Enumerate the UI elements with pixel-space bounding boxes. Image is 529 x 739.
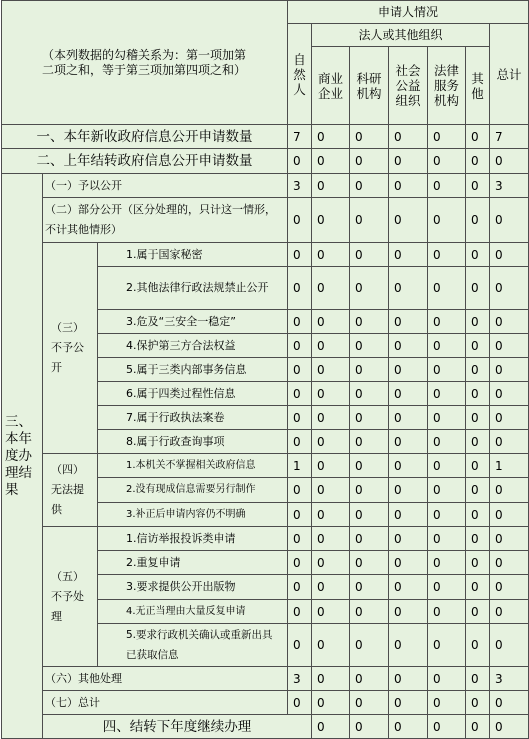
table-cell: 0: [490, 478, 529, 503]
table-cell: 0: [466, 382, 490, 406]
col-research: 科研机构: [350, 47, 389, 125]
table-cell: 0: [389, 198, 428, 243]
applicant-situation-header: 申请人情况: [288, 1, 529, 24]
row-label: 二、上年结转政府信息公开申请数量: [2, 149, 288, 174]
table-row: [2, 174, 529, 198]
row-label: （六）其他处理: [43, 667, 288, 691]
table-cell: 0: [428, 149, 466, 174]
table-cell: 3: [288, 667, 312, 691]
table-cell: 0: [466, 243, 490, 267]
table-row: [2, 454, 529, 478]
table-cell: 0: [312, 691, 350, 715]
table-cell: 0: [288, 430, 312, 454]
table-cell: 0: [428, 406, 466, 430]
table-cell: 0: [428, 624, 466, 667]
table-cell: 0: [350, 382, 389, 406]
table-cell: 0: [312, 551, 350, 575]
table-cell: 0: [466, 600, 490, 624]
table-cell: 0: [490, 527, 529, 551]
table-row: [2, 243, 529, 267]
table-cell: 0: [428, 334, 466, 358]
table-cell: 0: [466, 334, 490, 358]
table-cell: 0: [350, 503, 389, 527]
table-cell: 0: [466, 430, 490, 454]
row-label: 8.属于行政查询事项: [98, 430, 288, 454]
table-cell: 0: [350, 667, 389, 691]
table-row: [2, 715, 529, 739]
table-cell: 0: [312, 174, 350, 198]
table-cell: 0: [389, 243, 428, 267]
table-cell: 3: [288, 174, 312, 198]
row-label: 4.保护第三方合法权益: [98, 334, 288, 358]
table-cell: 0: [389, 149, 428, 174]
table-cell: 0: [312, 243, 350, 267]
table-cell: 0: [288, 551, 312, 575]
row-label: 2.其他法律行政法规禁止公开: [98, 267, 288, 310]
table-cell: 0: [350, 430, 389, 454]
table-cell: 0: [428, 691, 466, 715]
row-label: 2.重复申请: [98, 551, 288, 575]
table-cell: 0: [312, 575, 350, 600]
table-cell: 0: [312, 198, 350, 243]
table-cell: 0: [312, 667, 350, 691]
table-cell: 0: [312, 600, 350, 624]
row-label: 3.补正后申请内容仍不明确: [98, 503, 288, 527]
table-cell: 0: [490, 575, 529, 600]
table-cell: 0: [428, 382, 466, 406]
table-row: [2, 125, 529, 149]
table-cell: 0: [312, 358, 350, 382]
table-cell: 0: [350, 358, 389, 382]
table-cell: 0: [490, 198, 529, 243]
table-cell: 0: [466, 503, 490, 527]
table-cell: 0: [466, 715, 490, 739]
table-cell: 3: [490, 667, 529, 691]
table-cell: 0: [428, 575, 466, 600]
table-cell: 0: [288, 575, 312, 600]
row-label: 5.属于三类内部事务信息: [98, 358, 288, 382]
table-cell: 0: [466, 691, 490, 715]
table-cell: 0: [389, 454, 428, 478]
table-cell: 0: [389, 310, 428, 334]
table-cell: 0: [490, 691, 529, 715]
table-cell: 0: [466, 454, 490, 478]
table-cell: 0: [466, 575, 490, 600]
table-cell: 0: [350, 624, 389, 667]
table-cell: 0: [312, 125, 350, 149]
section-3-label: 三、本年度办理结果: [2, 174, 43, 739]
table-cell: 0: [350, 125, 389, 149]
table-cell: 0: [312, 334, 350, 358]
table-cell: 0: [288, 198, 312, 243]
table-cell: 0: [428, 527, 466, 551]
col-total: 总计: [490, 24, 529, 125]
table-cell: 0: [466, 358, 490, 382]
table-cell: 0: [389, 691, 428, 715]
row-label: 3.要求提供公开出版物: [98, 575, 288, 600]
table-cell: 0: [389, 667, 428, 691]
table-cell: 0: [466, 478, 490, 503]
table-cell: 0: [428, 198, 466, 243]
table-cell: 0: [389, 406, 428, 430]
table-cell: 0: [288, 503, 312, 527]
table-cell: 0: [490, 334, 529, 358]
group-5-label: （五）不予处理: [43, 527, 98, 667]
table-cell: 0: [428, 715, 466, 739]
table-cell: 0: [312, 267, 350, 310]
table-row: [2, 667, 529, 691]
table-cell: 0: [466, 125, 490, 149]
table-cell: 0: [428, 600, 466, 624]
table-cell: 0: [312, 503, 350, 527]
row-label: 6.属于四类过程性信息: [98, 382, 288, 406]
table-cell: 0: [389, 551, 428, 575]
table-cell: 0: [350, 174, 389, 198]
table-cell: 0: [350, 310, 389, 334]
table-cell: 0: [490, 551, 529, 575]
table-cell: 0: [389, 575, 428, 600]
row-label: 一、本年新收政府信息公开申请数量: [2, 125, 288, 149]
table-cell: 0: [428, 125, 466, 149]
table-cell: 0: [428, 454, 466, 478]
table-cell: 0: [389, 267, 428, 310]
row-label: 1.本机关不掌握相关政府信息: [98, 454, 288, 478]
table-cell: 1: [490, 454, 529, 478]
table-row: [2, 198, 529, 243]
table-cell: 0: [350, 406, 389, 430]
table-cell: 0: [389, 334, 428, 358]
table-cell: 0: [312, 454, 350, 478]
table-cell: 0: [389, 174, 428, 198]
table-cell: 0: [350, 478, 389, 503]
row-label: （二）部分公开（区分处理的，只计这一情形，不计其他情形）: [43, 198, 288, 243]
table-cell: 0: [312, 527, 350, 551]
table-cell: 0: [490, 267, 529, 310]
table-cell: 0: [389, 125, 428, 149]
table-cell: 0: [389, 600, 428, 624]
table-cell: 0: [389, 478, 428, 503]
row-label: 四、结转下年度继续办理: [43, 715, 312, 739]
table-cell: 0: [490, 310, 529, 334]
table-row: [2, 527, 529, 551]
table-cell: 0: [428, 478, 466, 503]
table-cell: 0: [288, 478, 312, 503]
legal-or-other-header: 法人或其他组织: [312, 24, 490, 47]
col-other: 其他: [466, 47, 490, 125]
table-cell: 0: [288, 382, 312, 406]
table-cell: 0: [428, 430, 466, 454]
table-cell: 0: [288, 600, 312, 624]
table-cell: 0: [490, 715, 529, 739]
table-cell: 0: [350, 600, 389, 624]
table-cell: 0: [288, 527, 312, 551]
table-cell: 0: [312, 406, 350, 430]
table-cell: 0: [288, 334, 312, 358]
col-public-welfare: 社会公益组织: [389, 47, 428, 125]
table-cell: 0: [350, 454, 389, 478]
table-cell: 0: [490, 382, 529, 406]
table-cell: 0: [312, 478, 350, 503]
table-cell: 0: [350, 551, 389, 575]
table-cell: 0: [389, 715, 428, 739]
table-cell: 0: [312, 382, 350, 406]
table-cell: 0: [466, 267, 490, 310]
col-legal-service: 法律服务机构: [428, 47, 466, 125]
table-cell: 7: [490, 125, 529, 149]
table-cell: 0: [466, 198, 490, 243]
table-cell: 0: [490, 503, 529, 527]
table-cell: 0: [288, 267, 312, 310]
table-cell: 0: [389, 624, 428, 667]
table-cell: 0: [490, 430, 529, 454]
table-cell: 0: [350, 243, 389, 267]
table-cell: 0: [466, 667, 490, 691]
table-cell: 0: [490, 358, 529, 382]
row-label: 7.属于行政执法案卷: [98, 406, 288, 430]
table-cell: 0: [389, 430, 428, 454]
table-note: （本列数据的勾稽关系为：第一项加第二项之和，等于第三项加第四项之和）: [2, 1, 288, 125]
table-cell: 0: [428, 174, 466, 198]
table-cell: 0: [350, 715, 389, 739]
table-cell: 0: [389, 358, 428, 382]
table-cell: 0: [466, 551, 490, 575]
table-cell: 0: [312, 430, 350, 454]
table-cell: 0: [428, 310, 466, 334]
table-cell: 0: [428, 551, 466, 575]
table-cell: 0: [428, 503, 466, 527]
table-cell: 0: [466, 527, 490, 551]
table-cell: 0: [288, 149, 312, 174]
table-cell: 0: [288, 310, 312, 334]
table-cell: 1: [288, 454, 312, 478]
table-cell: 0: [389, 527, 428, 551]
row-label: 5.要求行政机关确认或重新出具已获取信息: [98, 624, 288, 667]
table-cell: 0: [288, 691, 312, 715]
table-cell: 0: [466, 149, 490, 174]
table-cell: 7: [288, 125, 312, 149]
table-cell: 3: [490, 174, 529, 198]
table-cell: 0: [350, 575, 389, 600]
row-label: 1.属于国家秘密: [98, 243, 288, 267]
group-4-label: （四）无法提供: [43, 454, 98, 527]
row-label: （一）予以公开: [43, 174, 288, 198]
table-cell: 0: [350, 267, 389, 310]
table-cell: 0: [490, 600, 529, 624]
table-cell: 0: [490, 406, 529, 430]
table-cell: 0: [466, 310, 490, 334]
table-cell: 0: [350, 334, 389, 358]
table-cell: 0: [490, 243, 529, 267]
table-row: [2, 691, 529, 715]
table-cell: 0: [350, 198, 389, 243]
row-label: 4.无正当理由大量反复申请: [98, 600, 288, 624]
table-cell: 0: [466, 174, 490, 198]
table-row: [2, 149, 529, 174]
table-cell: 0: [350, 527, 389, 551]
table-cell: 0: [288, 406, 312, 430]
col-natural-person: 自然人: [288, 24, 312, 125]
row-label: 3.危及“三安全一稳定”: [98, 310, 288, 334]
col-business: 商业企业: [312, 47, 350, 125]
table-cell: 0: [288, 243, 312, 267]
table-cell: 0: [428, 667, 466, 691]
table-cell: 0: [312, 149, 350, 174]
row-label: 2.没有现成信息需要另行制作: [98, 478, 288, 503]
table-cell: 0: [350, 149, 389, 174]
table-cell: 0: [389, 503, 428, 527]
table-cell: 0: [490, 149, 529, 174]
group-3-label: （三）不予公开: [43, 243, 98, 454]
table-cell: 0: [288, 624, 312, 667]
row-label: 1.信访举报投诉类申请: [98, 527, 288, 551]
table-cell: 0: [428, 243, 466, 267]
table-cell: 0: [312, 715, 350, 739]
table-cell: 0: [490, 624, 529, 667]
table-cell: 0: [288, 358, 312, 382]
table-cell: 0: [428, 358, 466, 382]
table-cell: 0: [466, 624, 490, 667]
row-label: （七）总计: [43, 691, 288, 715]
table-cell: 0: [466, 406, 490, 430]
table-cell: 0: [312, 624, 350, 667]
table-cell: 0: [350, 691, 389, 715]
gov-info-disclosure-table: [1, 0, 529, 739]
table-cell: 0: [428, 267, 466, 310]
table-cell: 0: [312, 310, 350, 334]
table-cell: 0: [389, 382, 428, 406]
